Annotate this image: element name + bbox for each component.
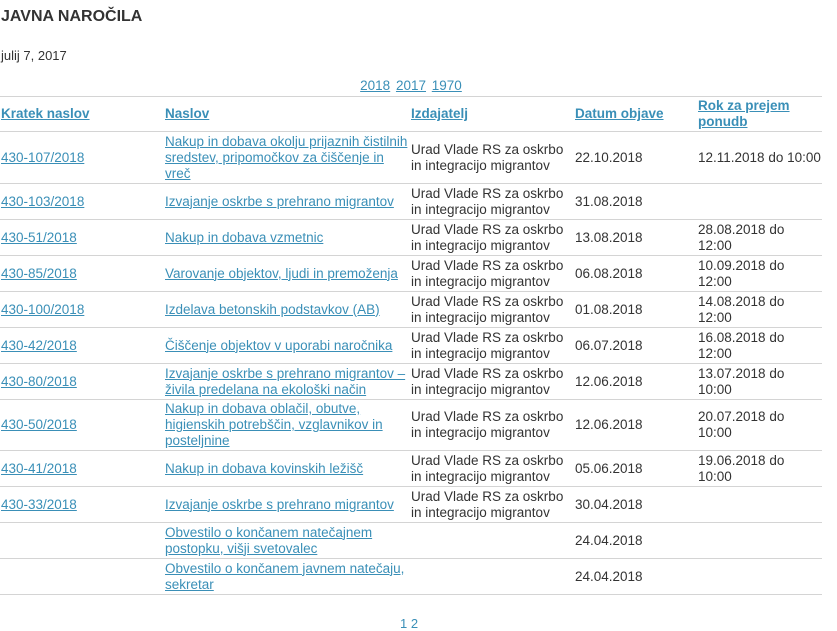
cell-deadline (697, 132, 822, 184)
title-link[interactable]: Nakup in dobava oblačil, obutve, higienskih potrebščin, vzglavnikov in posteljnine (165, 401, 383, 448)
cell-issuer (410, 184, 574, 220)
cell-title (164, 451, 410, 487)
cell-issuer (410, 400, 574, 451)
published-date-cell: 24.04.2018 (575, 532, 643, 548)
cell-published (574, 364, 697, 400)
issuer-cell: Urad Vlade RS za oskrbo in integracijo migrantov (411, 365, 564, 397)
published-date-cell: 01.08.2018 (575, 301, 643, 317)
table-row (0, 220, 822, 256)
cell-title (164, 487, 410, 523)
cell-issuer (410, 132, 574, 184)
cell-short (0, 184, 164, 220)
title-link[interactable]: Obvestilo o končanem natečajnem postopku, višji svetovalec (165, 524, 373, 556)
cell-short (0, 559, 164, 595)
title-link[interactable]: Nakup in dobava vzmetnic (165, 229, 324, 245)
table-row (0, 184, 822, 220)
short-title-link[interactable]: 430-100/2018 (1, 301, 85, 317)
column-header-published[interactable]: Datum objave (574, 97, 697, 132)
table-row (0, 487, 822, 523)
table-row (0, 523, 822, 559)
pagination[interactable]: 1 2 (400, 616, 419, 631)
cell-published (574, 328, 697, 364)
table-row (0, 132, 822, 184)
cell-short (0, 364, 164, 400)
issuer-cell: Urad Vlade RS za oskrbo in integracijo migrantov (411, 488, 564, 520)
issuer-cell: Urad Vlade RS za oskrbo in integracijo migrantov (411, 257, 564, 289)
cell-issuer (410, 220, 574, 256)
cell-published (574, 400, 697, 451)
short-title-link[interactable]: 430-103/2018 (1, 193, 85, 209)
short-title-link[interactable]: 430-85/2018 (1, 265, 77, 281)
column-header-title[interactable]: Naslov (164, 97, 410, 132)
issuer-cell: Urad Vlade RS za oskrbo in integracijo migrantov (411, 141, 564, 173)
cell-title (164, 523, 410, 559)
column-header-short-title[interactable]: Kratek naslov (0, 97, 164, 132)
cell-issuer (410, 523, 574, 559)
published-date-cell: 12.06.2018 (575, 417, 643, 432)
cell-title (164, 559, 410, 595)
title-link[interactable]: Nakup in dobava okolju prijaznih čistilnih sredstev, pripomočkov za čiščenje in vreč (165, 133, 408, 181)
cell-issuer (410, 256, 574, 292)
cell-title (164, 328, 410, 364)
cell-published (574, 487, 697, 523)
year-link-2017[interactable]: 2017 (395, 78, 427, 93)
page-date: julij 7, 2017 (1, 48, 67, 63)
short-title-link[interactable]: 430-80/2018 (1, 373, 77, 389)
cell-title (164, 364, 410, 400)
cell-short (0, 292, 164, 328)
short-title-link[interactable]: 430-41/2018 (1, 460, 77, 476)
cell-short (0, 328, 164, 364)
cell-deadline (697, 487, 822, 523)
cell-title (164, 132, 410, 184)
tenders-table (0, 96, 822, 595)
page-title: JAVNA NAROČILA (1, 8, 143, 25)
cell-deadline (697, 451, 822, 487)
issuer-cell: Urad Vlade RS za oskrbo in integracijo migrantov (411, 293, 564, 325)
title-link[interactable]: Nakup in dobava kovinskih ležišč (165, 460, 364, 476)
title-link[interactable]: Čiščenje objektov v uporabi naročnika (165, 337, 393, 353)
published-date-cell: 31.08.2018 (575, 193, 643, 209)
cell-published (574, 451, 697, 487)
table-row (0, 559, 822, 595)
published-date-cell: 12.06.2018 (575, 373, 643, 389)
cell-short (0, 132, 164, 184)
cell-deadline (697, 559, 822, 595)
short-title-link[interactable]: 430-42/2018 (1, 337, 77, 353)
cell-issuer (410, 451, 574, 487)
issuer-cell: Urad Vlade RS za oskrbo in integracijo migrantov (411, 452, 564, 484)
cell-deadline (697, 256, 822, 292)
cell-title (164, 256, 410, 292)
cell-deadline (697, 364, 822, 400)
title-link[interactable]: Izvajanje oskrbe s prehrano migrantov (165, 496, 394, 512)
title-link[interactable]: Izvajanje oskrbe s prehrano migrantov (165, 193, 394, 209)
title-link[interactable]: Izdelava betonskih podstavkov (AB) (165, 301, 380, 317)
deadline-cell: 10.09.2018 do 12:00 (698, 257, 785, 289)
cell-published (574, 292, 697, 328)
table-row (0, 328, 822, 364)
cell-issuer (410, 292, 574, 328)
cell-deadline (697, 220, 822, 256)
short-title-link[interactable]: 430-51/2018 (1, 229, 77, 245)
cell-short (0, 451, 164, 487)
table-row (0, 256, 822, 292)
deadline-cell: 28.08.2018 do 12:00 (698, 221, 785, 253)
cell-short (0, 256, 164, 292)
published-date-cell: 30.04.2018 (575, 496, 643, 512)
cell-deadline (697, 400, 822, 451)
column-header-issuer[interactable]: Izdajatelj (410, 97, 574, 132)
cell-issuer (410, 487, 574, 523)
cell-published (574, 523, 697, 559)
year-link-1970[interactable]: 1970 (431, 78, 462, 93)
published-date-cell: 05.06.2018 (575, 460, 643, 476)
cell-published (574, 256, 697, 292)
cell-short (0, 523, 164, 559)
table-row (0, 364, 822, 400)
cell-title (164, 184, 410, 220)
table-header-row (0, 97, 822, 132)
cell-published (574, 184, 697, 220)
cell-deadline (697, 328, 822, 364)
cell-deadline (697, 292, 822, 328)
cell-deadline (697, 523, 822, 559)
issuer-cell: Urad Vlade RS za oskrbo in integracijo migrantov (411, 185, 564, 217)
cell-title (164, 292, 410, 328)
published-date-cell: 06.08.2018 (575, 265, 643, 281)
cell-short (0, 220, 164, 256)
table-row (0, 400, 822, 451)
deadline-cell: 19.06.2018 do 10:00 (698, 452, 785, 484)
year-link-2018[interactable]: 2018 (360, 78, 391, 93)
deadline-cell: 12.11.2018 do 10:00 (698, 149, 821, 165)
cell-short (0, 487, 164, 523)
deadline-cell: 14.08.2018 do 12:00 (698, 293, 785, 325)
issuer-cell: Urad Vlade RS za oskrbo in integracijo migrantov (411, 221, 564, 253)
deadline-cell: 13.07.2018 do 10:00 (698, 365, 785, 397)
published-date-cell: 13.08.2018 (575, 229, 643, 245)
deadline-cell: 20.07.2018 do 10:00 (698, 409, 785, 440)
issuer-cell: Urad Vlade RS za oskrbo in integracijo migrantov (411, 409, 564, 440)
published-date-cell: 06.07.2018 (575, 337, 643, 353)
cell-deadline (697, 184, 822, 220)
table-row (0, 451, 822, 487)
cell-published (574, 220, 697, 256)
title-link[interactable]: Obvestilo o končanem javnem natečaju, sekretar (165, 560, 405, 592)
issuer-cell: Urad Vlade RS za oskrbo in integracijo migrantov (411, 329, 564, 361)
cell-issuer (410, 559, 574, 595)
title-link[interactable]: Varovanje objektov, ljudi in premoženja (165, 265, 398, 281)
cell-issuer (410, 364, 574, 400)
short-title-link[interactable]: 430-33/2018 (1, 496, 77, 512)
cell-title (164, 400, 410, 451)
cell-issuer (410, 328, 574, 364)
title-link[interactable]: Izvajanje oskrbe s prehrano migrantov – živila predelana na ekološki način (165, 365, 406, 397)
table-row (0, 292, 822, 328)
cell-title (164, 220, 410, 256)
column-header-deadline[interactable]: Rok za prejem ponudb (697, 97, 822, 132)
cell-short (0, 400, 164, 451)
short-title-link[interactable]: 430-50/2018 (1, 417, 77, 432)
cell-published (574, 559, 697, 595)
published-date-cell: 24.04.2018 (575, 568, 643, 584)
deadline-cell: 16.08.2018 do 12:00 (698, 329, 785, 361)
cell-published (574, 132, 697, 184)
year-filter (0, 78, 822, 93)
published-date-cell: 22.10.2018 (575, 149, 643, 165)
short-title-link[interactable]: 430-107/2018 (1, 149, 85, 165)
